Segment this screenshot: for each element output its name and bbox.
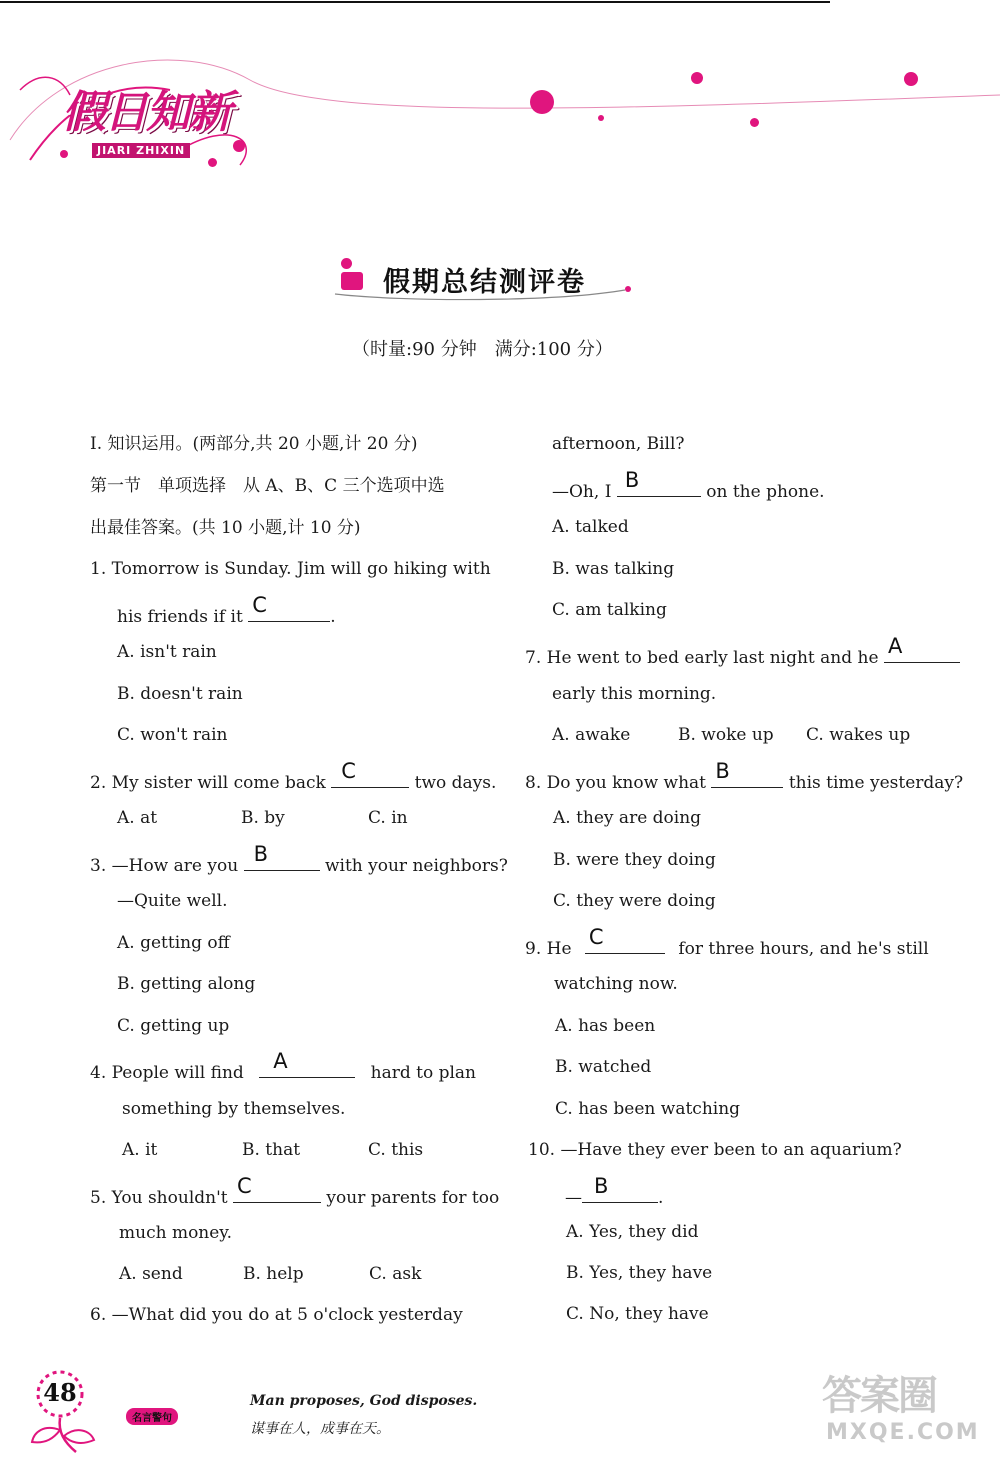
part-instruction-1: 第一节 单项选择 从 A、B、C 三个选项中选 xyxy=(90,476,445,496)
q9-option-c: C. has been watching xyxy=(555,1099,741,1119)
q6-stem: 6. —What did you do at 5 o'clock yesterday xyxy=(90,1305,463,1325)
q3-stem-2: —Quite well. xyxy=(117,891,228,911)
q7-stem xyxy=(525,634,960,670)
q7-answer-blank xyxy=(884,634,960,663)
q10-option-a: A. Yes, they did xyxy=(566,1222,699,1242)
q4-stem-text: 4. People will find xyxy=(90,1063,244,1083)
q7-option-a: A. awake xyxy=(552,725,631,745)
q10-answer-blank xyxy=(582,1174,658,1203)
q3-stem xyxy=(90,842,508,878)
q5-answer: C xyxy=(237,1174,252,1198)
q8-stem-text: 8. Do you know what xyxy=(525,773,706,793)
quote-chinese: 谋事在人，成事在天。 xyxy=(250,1421,390,1437)
q5-stem xyxy=(90,1174,500,1210)
q2-option-c: C. in xyxy=(368,808,408,828)
q7-answer: A xyxy=(887,634,903,658)
logo-title: 假日知新 xyxy=(62,87,230,138)
q2-stem-end: two days. xyxy=(414,773,497,793)
quote-badge: 名言警句 xyxy=(126,1408,178,1425)
q9-stem xyxy=(525,925,929,961)
q10-option-c: C. No, they have xyxy=(566,1304,709,1324)
title-dot-end xyxy=(625,286,631,292)
q6-stem-3-end: on the phone. xyxy=(706,482,825,502)
page-title: 假期总结测评卷 xyxy=(383,267,586,298)
q9-stem-end: for three hours, and he's still xyxy=(678,939,929,959)
q2-stem-text: 2. My sister will come back xyxy=(90,773,326,793)
q4-option-c: C. this xyxy=(368,1140,424,1160)
quote-english: Man proposes, God disposes. xyxy=(250,1393,478,1409)
q9-answer: C xyxy=(588,925,604,949)
q8-stem-end: this time yesterday? xyxy=(788,773,964,793)
decor-dot xyxy=(691,72,703,84)
q4-answer-blank xyxy=(259,1049,355,1078)
q7-option-b: B. woke up xyxy=(678,725,774,745)
decor-dot xyxy=(233,140,245,152)
decor-dot xyxy=(530,90,554,114)
decor-dot xyxy=(60,150,68,158)
q10-answer: B xyxy=(594,1174,609,1198)
watermark-cn: 答案圈 xyxy=(822,1373,936,1419)
q2-stem xyxy=(90,759,497,795)
q1-stem-2-end: . xyxy=(330,607,336,627)
page-number: 48 xyxy=(43,1378,77,1407)
title-bullet-box xyxy=(341,272,363,290)
q4-option-a: A. it xyxy=(122,1140,158,1160)
q4-stem xyxy=(90,1049,477,1085)
q4-stem-end: hard to plan xyxy=(370,1063,477,1083)
logo-subtitle: JIARI ZHIXIN xyxy=(92,143,190,158)
q1-option-a: A. isn't rain xyxy=(117,642,217,662)
q8-stem xyxy=(525,759,964,795)
decor-dot xyxy=(208,158,217,167)
q8-answer: B xyxy=(715,759,730,783)
q10-stem-2-end: . xyxy=(658,1188,664,1208)
q7-stem-2: early this morning. xyxy=(552,684,717,704)
flower-icon xyxy=(14,1360,104,1456)
q7-stem-text: 7. He went to bed early last night and he xyxy=(525,648,879,668)
decor-dot xyxy=(598,115,604,121)
q3-option-a: A. getting off xyxy=(117,933,230,953)
q2-answer: C xyxy=(341,759,356,783)
q1-option-b: B. doesn't rain xyxy=(117,684,243,704)
q5-stem-2: much money. xyxy=(119,1223,233,1243)
title-banner xyxy=(325,250,635,302)
q3-option-c: C. getting up xyxy=(117,1016,230,1036)
q8-option-a: A. they are doing xyxy=(553,808,702,828)
q6-option-c: C. am talking xyxy=(552,600,667,620)
q10-stem-2-text: — xyxy=(565,1188,582,1208)
q1-stem: 1. Tomorrow is Sunday. Jim will go hiking with xyxy=(90,559,491,579)
q10-stem: 10. —Have they ever been to an aquarium? xyxy=(528,1140,902,1160)
q6-option-b: B. was talking xyxy=(552,559,675,579)
q6-stem-3 xyxy=(552,468,825,504)
q5-option-b: B. help xyxy=(243,1264,304,1284)
q3-stem-end: with your neighbors? xyxy=(324,856,508,876)
q7-option-c: C. wakes up xyxy=(806,725,911,745)
q4-stem-2: something by themselves. xyxy=(122,1099,346,1119)
q8-option-b: B. were they doing xyxy=(553,850,716,870)
q4-answer: A xyxy=(273,1049,288,1073)
q1-stem-2 xyxy=(117,593,336,629)
q6-option-a: A. talked xyxy=(552,517,629,537)
q10-option-b: B. Yes, they have xyxy=(566,1263,713,1283)
q3-stem-text: 3. —How are you xyxy=(90,856,239,876)
q10-stem-2 xyxy=(565,1174,664,1210)
q6-answer: B xyxy=(624,468,640,492)
q2-answer-blank xyxy=(331,759,409,788)
title-bullet-top xyxy=(341,258,352,269)
brand-logo xyxy=(62,76,230,140)
watermark-en: MXQE.COM xyxy=(826,1420,980,1445)
page-number-flower xyxy=(14,1360,104,1456)
q9-option-b: B. watched xyxy=(555,1057,652,1077)
decor-dot xyxy=(750,118,759,127)
logo-subtitle-wrap xyxy=(92,139,190,158)
q3-answer: B xyxy=(253,842,268,866)
q1-answer: C xyxy=(252,593,267,617)
q5-stem-text: 5. You shouldn't xyxy=(90,1188,228,1208)
q4-option-b: B. that xyxy=(242,1140,301,1160)
section-heading: Ⅰ. 知识运用。(两部分,共 20 小题,计 20 分) xyxy=(90,434,418,454)
q5-option-a: A. send xyxy=(119,1264,183,1284)
q5-option-c: C. ask xyxy=(369,1264,422,1284)
q6-answer-blank xyxy=(617,468,701,497)
q3-answer-blank xyxy=(244,842,320,871)
q9-option-a: A. has been xyxy=(555,1016,656,1036)
q2-option-a: A. at xyxy=(117,808,158,828)
decor-dot xyxy=(904,72,918,86)
exam-meta: （时量:90 分钟 满分:100 分） xyxy=(352,339,613,360)
q1-option-c: C. won't rain xyxy=(117,725,228,745)
q5-stem-end: your parents for too xyxy=(326,1188,500,1208)
q1-stem-2-text: his friends if it xyxy=(117,607,243,627)
q2-option-b: B. by xyxy=(241,808,285,828)
q6-stem-3-text: —Oh, I xyxy=(552,482,612,502)
q9-answer-blank xyxy=(585,925,665,954)
q6-stem-2: afternoon, Bill? xyxy=(552,434,685,454)
part-instruction-2: 出最佳答案。(共 10 小题,计 10 分) xyxy=(90,518,361,538)
q3-option-b: B. getting along xyxy=(117,974,256,994)
q9-stem-text: 9. He xyxy=(525,939,572,959)
q8-answer-blank xyxy=(711,759,783,788)
q8-option-c: C. they were doing xyxy=(553,891,716,911)
q5-answer-blank xyxy=(233,1174,321,1203)
q1-answer-blank xyxy=(248,593,330,622)
q9-stem-2: watching now. xyxy=(554,974,678,994)
